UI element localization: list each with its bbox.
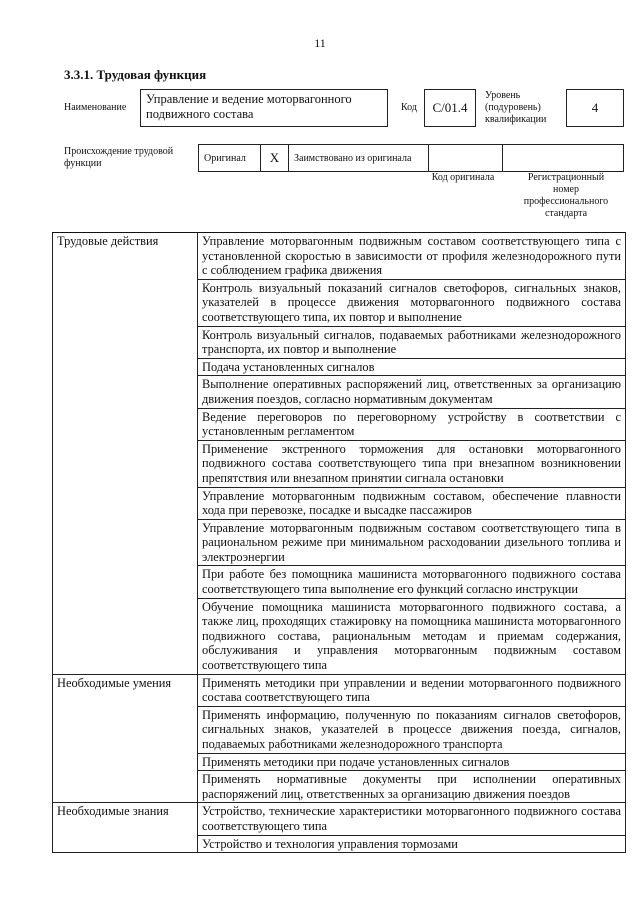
qualification-level-label: Уровень (подуровень) квалификации bbox=[485, 90, 547, 125]
function-content-table bbox=[52, 232, 626, 853]
function-name-value: Управление и ведение моторвагонного подвижного состава bbox=[140, 89, 388, 127]
item-cell: Управление моторвагонным подвижным составом соответствующего типа в рациональном режиме при минимальном расходовании дизельного топлива и электроэнергии bbox=[198, 519, 626, 566]
code-label: Код bbox=[401, 102, 417, 113]
item-cell: Контроль визуальный показаний сигналов светофоров, сигнальных знаков, указателей в процессе движения моторвагонного подвижного состава соответствующего типа, их повтор и выполнение bbox=[198, 279, 626, 326]
qualification-level-value: 4 bbox=[566, 89, 624, 127]
category-cell: Необходимые знания bbox=[53, 803, 198, 853]
origin-label: Происхождение трудовой функции bbox=[64, 146, 174, 169]
item-cell: Применение экстренного торможения для остановки моторвагонного подвижного состава соответствующего типа при внезапном возникновении препятствия или внезапном принятии сигнала остановки bbox=[198, 440, 626, 487]
item-cell: Ведение переговоров по переговорному устройству в соответствии с установленным регламентом bbox=[198, 408, 626, 440]
item-cell: При работе без помощника машиниста моторвагонного подвижного состава соответствующего типа выполнение его функций согласно инструкции bbox=[198, 566, 626, 598]
item-cell: Управление моторвагонным подвижным составом соответствующего типа с установленной скоростью в зависимости от профиля железнодорожного пути с соблюдением графика движения bbox=[198, 233, 626, 280]
origin-code-cell bbox=[429, 145, 503, 171]
page-number: 11 bbox=[314, 36, 326, 50]
item-cell: Управление моторвагонным подвижным составом, обеспечение плавности хода при перевозке, посадке и высадке пассажиров bbox=[198, 487, 626, 519]
item-cell: Применять методики при управлении и ведении моторвагонного подвижного состава соответствующего типа bbox=[198, 674, 626, 706]
item-cell: Устройство, технические характеристики моторвагонного подвижного состава соответствующего типа bbox=[198, 803, 626, 835]
category-cell: Необходимые умения bbox=[53, 674, 198, 803]
origin-code-caption: Код оригинала bbox=[431, 172, 495, 183]
origin-mark-cell bbox=[261, 145, 289, 171]
item-cell: Применять методики при подаче установленных сигналов bbox=[198, 753, 626, 771]
origin-original-label: Оригинал bbox=[204, 152, 246, 164]
section-title: 3.3.1. Трудовая функция bbox=[64, 67, 207, 82]
table-row bbox=[53, 233, 626, 280]
item-cell: Подача установленных сигналов bbox=[198, 358, 626, 376]
name-label: Наименование bbox=[64, 102, 127, 113]
item-cell: Устройство и технология управления тормозами bbox=[198, 835, 626, 853]
origin-reg-caption: Регистрационный номер профессионального стандарта bbox=[523, 172, 609, 219]
function-code-value: С/01.4 bbox=[424, 89, 476, 127]
origin-reg-cell bbox=[503, 145, 623, 171]
item-cell: Обучение помощника машиниста моторвагонного подвижного состава, а также лиц, проходящих стажировку на помощника машиниста моторвагонного подвижного состава, рациональным методам и приемам содержания, обслуживания и управления моторвагонным подвижным составом соответствующего типа bbox=[198, 598, 626, 674]
origin-original-cell bbox=[199, 145, 261, 171]
origin-borrowed-cell bbox=[289, 145, 429, 171]
origin-mark: X bbox=[269, 150, 280, 165]
table-row bbox=[53, 803, 626, 835]
category-cell: Трудовые действия bbox=[53, 233, 198, 675]
item-cell: Применять нормативные документы при исполнении оперативных распоряжений лиц, ответственных за организацию движения поездов bbox=[198, 771, 626, 803]
item-cell: Выполнение оперативных распоряжений лиц, ответственных за организацию движения поездов, согласно нормативным документам bbox=[198, 376, 626, 408]
table-row bbox=[53, 674, 626, 706]
item-cell: Применять информацию, полученную по показаниям сигналов светофоров, сигнальных знаков, указателей в процессе движения поезда, сигналов, подаваемых работниками железнодорожного транспорта bbox=[198, 706, 626, 753]
origin-borrowed-label: Заимствовано из оригинала bbox=[294, 152, 412, 164]
item-cell: Контроль визуальный сигналов, подаваемых работниками железнодорожного транспорта, их повтор и выполнение bbox=[198, 326, 626, 358]
origin-table bbox=[198, 144, 624, 172]
function-content-body bbox=[53, 233, 626, 853]
